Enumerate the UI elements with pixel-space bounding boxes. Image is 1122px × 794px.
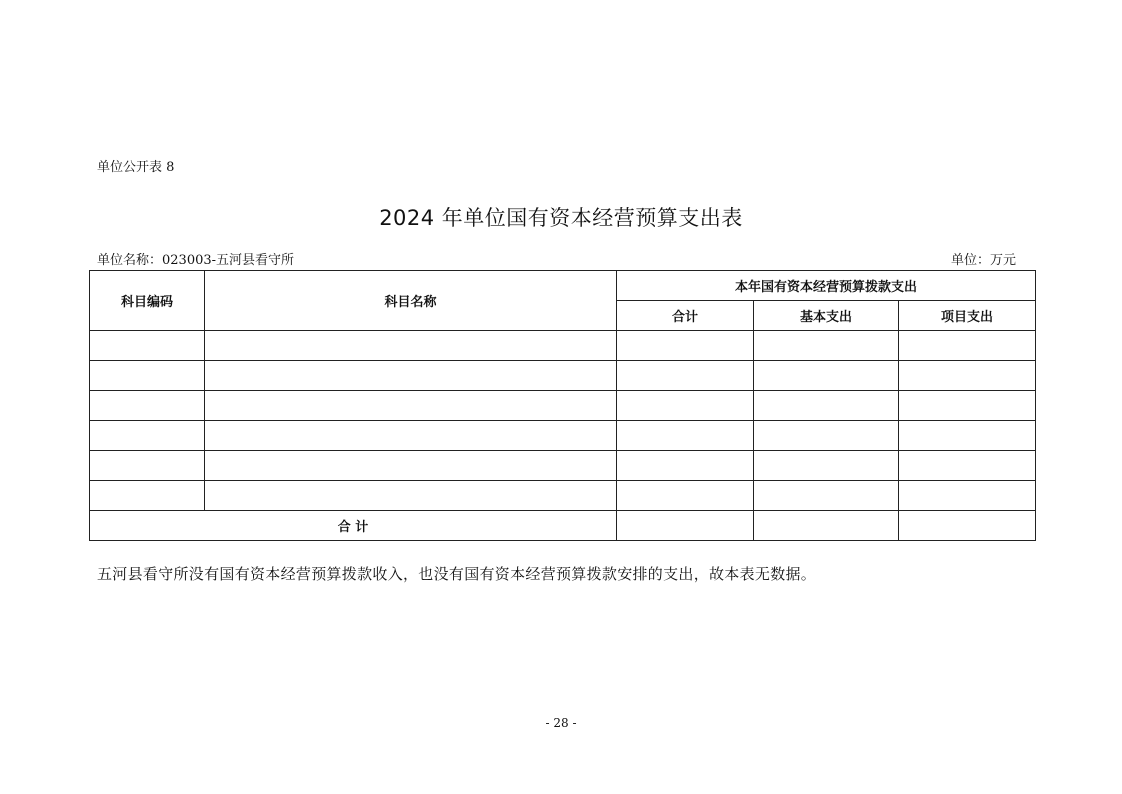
cell-code xyxy=(90,451,205,481)
budget-table xyxy=(89,270,1036,541)
header-total: 合计 xyxy=(617,301,754,331)
table-footer-row xyxy=(90,511,1036,541)
cell-total xyxy=(617,451,754,481)
cell-code xyxy=(90,331,205,361)
cell-basic xyxy=(754,361,899,391)
unit-label: 单位：万元 xyxy=(950,253,1016,268)
cell-name xyxy=(205,391,617,421)
cell-project xyxy=(899,421,1036,451)
footer-total xyxy=(617,511,754,541)
header-project-expenditure: 项目支出 xyxy=(899,301,1036,331)
cell-project xyxy=(899,331,1036,361)
explanatory-note: 五河县看守所没有国有资本经营预算拨款收入，也没有国有资本经营预算拨款安排的支出，故本表无数据。 xyxy=(97,565,817,583)
cell-basic xyxy=(754,391,899,421)
header-subject-name: 科目名称 xyxy=(205,271,617,331)
cell-name xyxy=(205,451,617,481)
cell-code xyxy=(90,421,205,451)
table-row xyxy=(90,331,1036,361)
cell-name xyxy=(205,421,617,451)
cell-total xyxy=(617,391,754,421)
footer-project xyxy=(899,511,1036,541)
table-row xyxy=(90,421,1036,451)
table-row xyxy=(90,451,1036,481)
page-title: 2024 年单位国有资本经营预算支出表 xyxy=(379,206,743,230)
header-subject-code: 科目编码 xyxy=(90,271,205,331)
cell-project xyxy=(899,361,1036,391)
cell-total xyxy=(617,421,754,451)
cell-total xyxy=(617,331,754,361)
header-group-appropriation: 本年国有资本经营预算拨款支出 xyxy=(617,271,1036,301)
table-row xyxy=(90,391,1036,421)
header-basic-expenditure: 基本支出 xyxy=(754,301,899,331)
cell-basic xyxy=(754,481,899,511)
cell-name xyxy=(205,481,617,511)
cell-code xyxy=(90,481,205,511)
table-label: 单位公开表 8 xyxy=(97,160,175,175)
page-number: - 28 - xyxy=(545,716,577,730)
cell-project xyxy=(899,481,1036,511)
cell-basic xyxy=(754,451,899,481)
cell-basic xyxy=(754,421,899,451)
cell-name xyxy=(205,331,617,361)
cell-project xyxy=(899,451,1036,481)
footer-total-label: 合 计 xyxy=(90,511,617,541)
cell-code xyxy=(90,391,205,421)
cell-total xyxy=(617,361,754,391)
unit-name: 单位名称：023003-五河县看守所 xyxy=(97,253,295,268)
cell-total xyxy=(617,481,754,511)
footer-basic xyxy=(754,511,899,541)
cell-code xyxy=(90,361,205,391)
table-row xyxy=(90,481,1036,511)
cell-basic xyxy=(754,331,899,361)
cell-project xyxy=(899,391,1036,421)
cell-name xyxy=(205,361,617,391)
table-row xyxy=(90,361,1036,391)
